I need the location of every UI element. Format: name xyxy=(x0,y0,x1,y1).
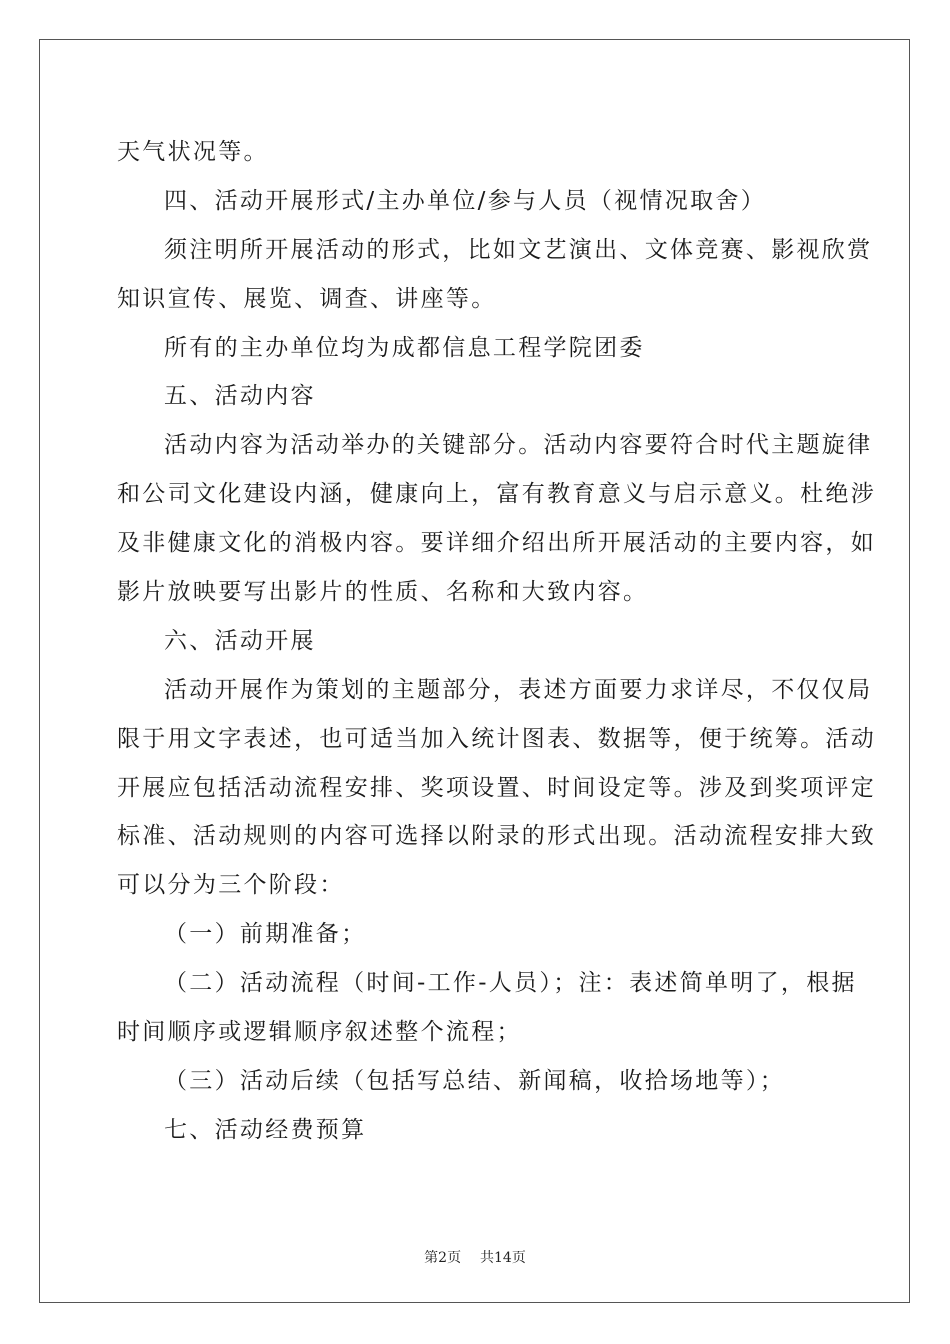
document-body xyxy=(117,128,876,1155)
total-pages: 共14页 xyxy=(480,1250,526,1266)
text-line: （一）前期准备； xyxy=(164,921,367,948)
text-line: 五、活动内容 xyxy=(164,383,316,410)
text-line: 七、活动经费预算 xyxy=(164,1116,367,1143)
text-line: （二）活动流程（时间-工作-人员）；注：表述简单明了，根据 xyxy=(164,970,857,997)
text-line: 标准、活动规则的内容可选择以附录的形式出现。活动流程安排大致 xyxy=(117,823,876,850)
text-line: 知识宣传、展览、调查、讲座等。 xyxy=(117,285,497,312)
text-line: 须注明所开展活动的形式，比如文艺演出、文体竞赛、影视欣赏 xyxy=(164,236,873,263)
text-line: 和公司文化建设内涵，健康向上，富有教育意义与启示意义。杜绝涉 xyxy=(117,481,876,508)
page-number: 第2页 xyxy=(424,1250,462,1266)
text-line: 活动内容为活动举办的关键部分。活动内容要符合时代主题旋律 xyxy=(164,432,873,459)
text-line: 开展应包括活动流程安排、奖项设置、时间设定等。涉及到奖项评定 xyxy=(117,774,876,801)
text-line: （三）活动后续（包括写总结、新闻稿，收拾场地等）； xyxy=(164,1067,785,1094)
text-line: 天气状况等。 xyxy=(117,139,269,165)
text-line: 时间顺序或逻辑顺序叙述整个流程； xyxy=(117,1019,522,1046)
text-line: 活动开展作为策划的主题部分，表述方面要力求详尽，不仅仅局 xyxy=(164,676,873,703)
text-line: 影片放映要写出影片的性质、名称和大致内容。 xyxy=(117,579,649,606)
text-line: 及非健康文化的消极内容。要详细介绍出所开展活动的主要内容，如 xyxy=(117,530,876,557)
text-line: 六、活动开展 xyxy=(164,627,316,654)
text-line: 可以分为三个阶段： xyxy=(117,872,345,899)
text-line: 所有的主办单位均为成都信息工程学院团委 xyxy=(164,334,645,361)
text-line: 四、活动开展形式/主办单位/参与人员（视情况取舍） xyxy=(164,187,766,214)
text-line: 限于用文字表述，也可适当加入统计图表、数据等，便于统筹。活动 xyxy=(117,725,876,752)
page-footer xyxy=(0,1247,950,1267)
